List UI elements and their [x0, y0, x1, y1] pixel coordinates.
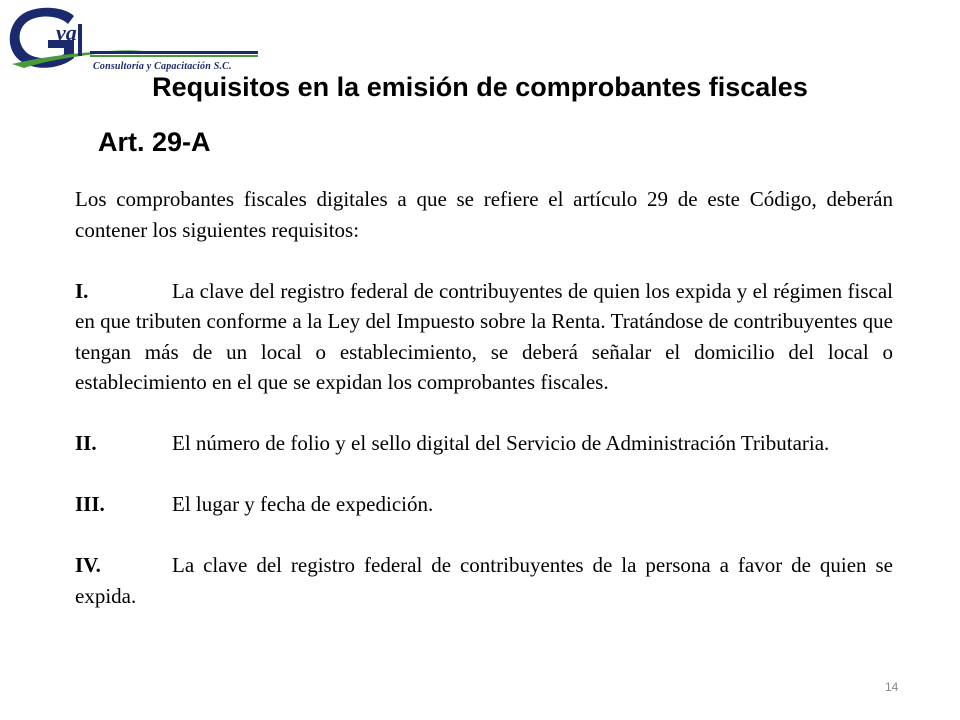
article-subtitle: Art. 29-A: [98, 127, 211, 157]
requirement-item: [75, 428, 893, 459]
requirement-text: El lugar y fecha de expedición.: [172, 492, 434, 516]
requirement-text: La clave del registro federal de contribuyentes de la persona a favor de quien se expida.: [75, 553, 893, 608]
intro-paragraph: Los comprobantes fiscales digitales a que se refiere el artículo 29 de este Código, deberán contener los siguientes requisitos:: [75, 187, 893, 242]
requirement-number: IV.: [75, 553, 101, 577]
page-number: 14: [885, 680, 899, 694]
logo-company-name: Consultoría y Capacitación S.C.: [93, 61, 232, 72]
requirement-item: [75, 489, 893, 520]
requirement-number: II.: [75, 431, 97, 455]
requirement-number: III.: [75, 492, 105, 516]
requirement-number: I.: [75, 278, 89, 303]
company-logo: [4, 4, 264, 74]
requirement-item: [75, 550, 893, 611]
requirement-item: [75, 276, 893, 398]
requirement-text: El número de folio y el sello digital del Servicio de Administración Tributaria.: [172, 431, 830, 455]
document-body: [75, 184, 893, 642]
page-title: Requisitos en la emisión de comprobantes fiscales: [152, 72, 808, 102]
requirement-text: La clave del registro federal de contribuyentes de quien los expida y el régimen fiscal en que tributen conforme a la Ley del Impuesto sobre la Renta. Tratándose de contribuyentes que tengan más de un local o establecimiento, se deberá señalar el domicilio del local o establecimiento en el que se expidan los comprobantes fiscales.: [75, 278, 893, 394]
logo-letters: va: [56, 20, 77, 45]
